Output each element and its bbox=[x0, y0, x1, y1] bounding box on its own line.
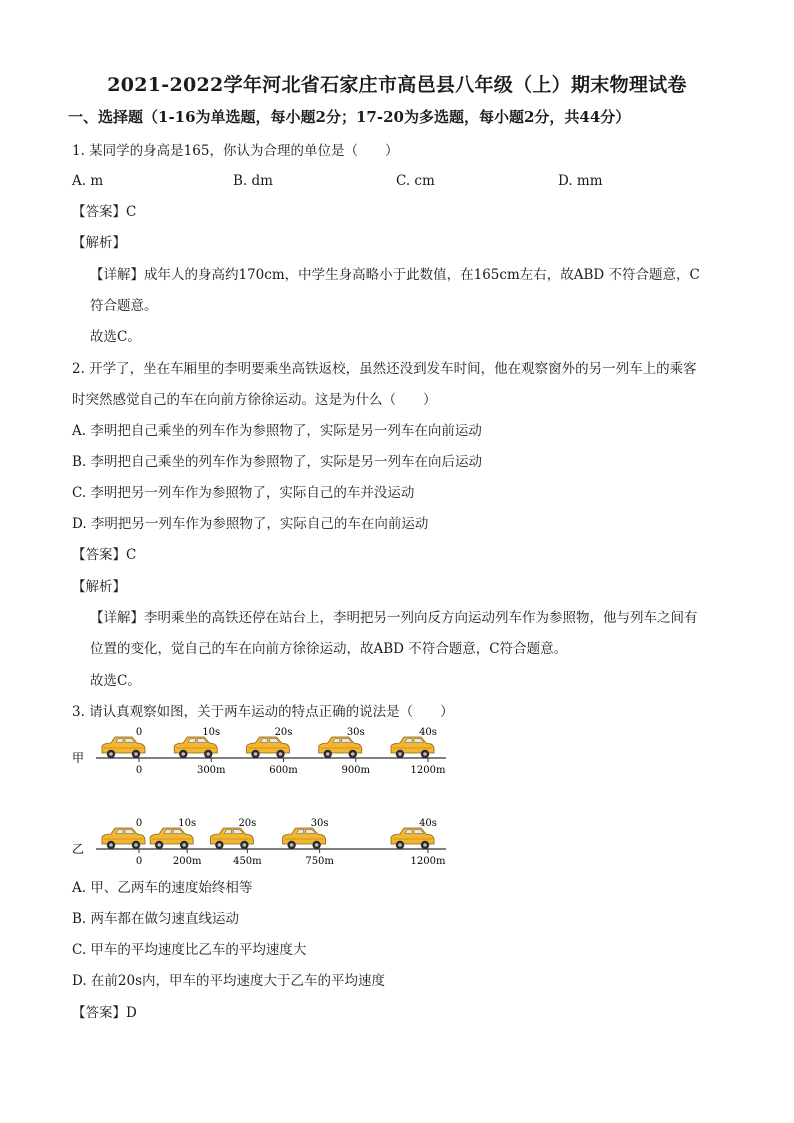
time-label: 20s bbox=[238, 818, 257, 829]
car-icon bbox=[150, 828, 193, 849]
q1-detail-line2: 符合题意。 bbox=[90, 298, 158, 314]
distance-label: 1200m bbox=[410, 856, 446, 867]
car-icon bbox=[102, 737, 145, 758]
time-label: 30s bbox=[346, 727, 365, 738]
motion-figure bbox=[0, 722, 794, 872]
time-label: 0 bbox=[135, 727, 143, 738]
q3-option-a: A. 甲、乙两车的速度始终相等 bbox=[72, 880, 253, 896]
car-icon bbox=[174, 737, 217, 758]
q2-option-a: A. 李明把自己乘坐的列车作为参照物了，实际是另一列车在向前运动 bbox=[72, 423, 482, 439]
q1-choice: 故选C。 bbox=[90, 329, 141, 345]
distance-label: 0 bbox=[135, 856, 143, 867]
distance-label: 450m bbox=[233, 856, 262, 867]
q1-stem: 1. 某同学的身高是165，你认为合理的单位是（ ） bbox=[72, 143, 399, 159]
car-icon bbox=[210, 828, 253, 849]
q2-stem-line1: 2. 开学了，坐在车厢里的李明要乘坐高铁返校，虽然还没到发车时间，他在观察窗外的另一列车上的乘客 bbox=[72, 361, 697, 377]
q2-stem-line2: 时突然感觉自己的车在向前方徐徐运动。这是为什么（ ） bbox=[72, 392, 437, 408]
q1-option-b: B. dm bbox=[233, 173, 273, 189]
time-label: 0 bbox=[135, 818, 143, 829]
time-label: 40s bbox=[419, 727, 437, 738]
q3-option-c: C. 甲车的平均速度比乙车的平均速度大 bbox=[72, 942, 307, 958]
q2-option-d: D. 李明把另一列车作为参照物了，实际自己的车在向前运动 bbox=[72, 516, 429, 532]
car-icon bbox=[102, 828, 145, 849]
distance-label: 900m bbox=[341, 765, 371, 776]
q1-answer: 【答案】C bbox=[72, 204, 137, 220]
time-label: 40s bbox=[419, 818, 437, 829]
q2-answer: 【答案】C bbox=[72, 547, 137, 563]
time-label: 10s bbox=[178, 818, 197, 829]
q2-choice: 故选C。 bbox=[90, 673, 141, 689]
distance-label: 300m bbox=[196, 765, 226, 776]
q3-option-d: D. 在前20s内，甲车的平均速度大于乙车的平均速度 bbox=[72, 973, 386, 989]
distance-label: 200m bbox=[172, 856, 202, 867]
time-label: 20s bbox=[274, 727, 293, 738]
q1-analysis: 【解析】 bbox=[72, 235, 126, 251]
section-heading: 一、选择题（1-16为单选题，每小题2分；17-20为多选题，每小题2分，共44分） bbox=[68, 108, 631, 126]
row-label: 甲 bbox=[72, 751, 85, 765]
car-icon bbox=[319, 737, 362, 758]
car-icon bbox=[247, 737, 290, 758]
q2-option-c: C. 李明把另一列车作为参照物了，实际自己的车并没运动 bbox=[72, 485, 415, 501]
figure-row-yi bbox=[72, 818, 446, 867]
q1-option-a: A. m bbox=[72, 173, 104, 189]
distance-label: 1200m bbox=[410, 765, 446, 776]
distance-label: 0 bbox=[135, 765, 143, 776]
distance-label: 600m bbox=[269, 765, 298, 776]
figure-row-jia bbox=[72, 727, 446, 776]
q3-stem: 3. 请认真观察如图，关于两车运动的特点正确的说法是（ ） bbox=[72, 704, 454, 720]
q3-answer: 【答案】D bbox=[72, 1005, 137, 1021]
q1-detail-line1: 【详解】成年人的身高约170cm，中学生身高略小于此数值，在165cm左右，故ABD 不符合题意，C bbox=[90, 267, 700, 283]
car-icon bbox=[283, 828, 326, 849]
time-label: 30s bbox=[310, 818, 329, 829]
q2-detail-line2: 位置的变化，觉自己的车在向前方徐徐运动，故ABD 不符合题意，C符合题意。 bbox=[90, 641, 568, 657]
distance-label: 750m bbox=[305, 856, 334, 867]
q2-analysis: 【解析】 bbox=[72, 579, 126, 595]
q3-option-b: B. 两车都在做匀速直线运动 bbox=[72, 911, 240, 927]
row-label: 乙 bbox=[72, 842, 85, 856]
q1-option-c: C. cm bbox=[396, 173, 435, 189]
car-icon bbox=[391, 737, 434, 758]
q2-option-b: B. 李明把自己乘坐的列车作为参照物了，实际是另一列车在向后运动 bbox=[72, 454, 483, 470]
q2-detail-line1: 【详解】李明乘坐的高铁还停在站台上，李明把另一列向反方向运动列车作为参照物，他与列车之间有 bbox=[90, 610, 698, 626]
q1-option-d: D. mm bbox=[558, 173, 603, 189]
car-icon bbox=[391, 828, 434, 849]
time-label: 10s bbox=[202, 727, 221, 738]
page-title: 2021-2022学年河北省石家庄市高邑县八年级（上）期末物理试卷 bbox=[107, 74, 687, 96]
